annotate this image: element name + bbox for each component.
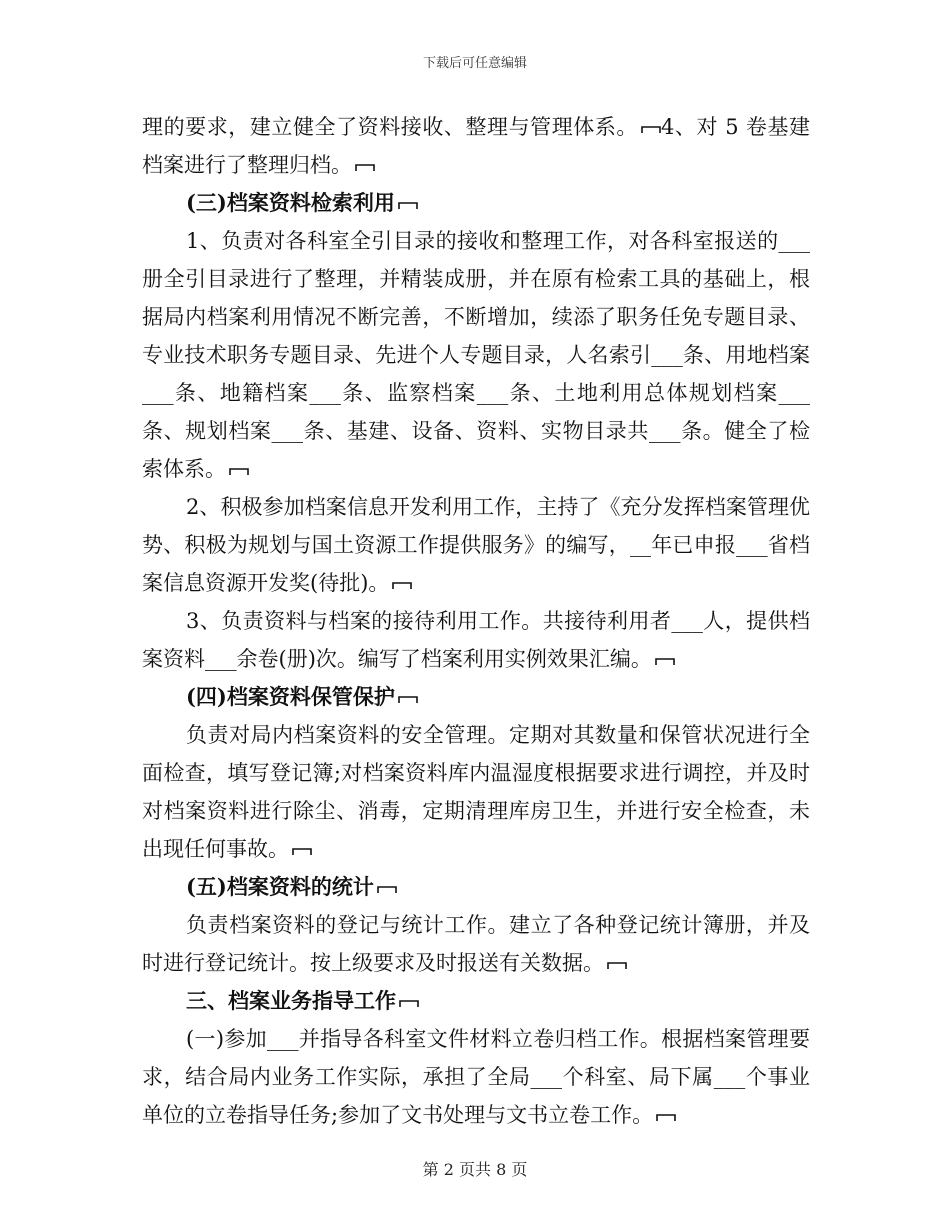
- paragraph-mark-icon: [399, 998, 419, 1008]
- body-paragraph: [142, 488, 810, 602]
- section-heading: [142, 868, 810, 906]
- paragraph-text: (一)参加___并指导各科室文件材料立卷归档工作。根据档案管理要求，结合局内业务工作实际，承担了全局___个科室、局下属___个事业单位的立卷指导任务;参加了文书处理与文书立卷工作。: [142, 1027, 810, 1127]
- section-heading: [142, 184, 810, 222]
- paragraph-mark-icon: [292, 846, 312, 856]
- body-paragraph: [142, 1020, 810, 1134]
- paragraph-mark-icon: [655, 656, 675, 666]
- page-header: 下载后可任意编辑: [422, 56, 527, 71]
- paragraph-mark-icon: [398, 694, 418, 704]
- paragraph-mark-icon: [355, 162, 375, 172]
- section-heading: [142, 982, 810, 1020]
- heading-text: (五)档案资料的统计: [186, 874, 374, 899]
- body-paragraph: [142, 716, 810, 868]
- paragraph-text: 理的要求，建立健全了资料接收、整理与管理体系。: [142, 115, 638, 139]
- paragraph-mark-icon: [398, 200, 418, 210]
- paragraph-text-tail: 4、对 5 卷基建档案进行了整理归档。: [142, 115, 811, 177]
- body-paragraph: [142, 222, 810, 488]
- paragraph-mark-icon: [377, 884, 397, 894]
- paragraph-mark-icon: [641, 124, 661, 134]
- body-paragraph: [142, 602, 810, 678]
- page-footer: 第 2 页共 8 页: [422, 1160, 528, 1179]
- paragraph-text: 3、负责资料与档案的接待利用工作。共接待利用者___人，提供档案资料___余卷(册)次。编写了档案利用实例效果汇编。: [142, 609, 810, 671]
- heading-text: (三)档案资料检索利用: [186, 190, 395, 215]
- paragraph-mark-icon: [229, 466, 249, 476]
- heading-text: (四)档案资料保管保护: [186, 684, 395, 709]
- paragraph-text: 2、积极参加档案信息开发利用工作，主持了《充分发挥档案管理优势、积极为规划与国土资源工作提供服务》的编写，__年已申报___省档案信息资源开发奖(待批)。: [142, 495, 810, 595]
- section-heading: [142, 678, 810, 716]
- paragraph-text: 1、负责对各科室全引目录的接收和整理工作，对各科室报送的___册全引目录进行了整理，并精装成册，并在原有检索工具的基础上，根据局内档案利用情况不断完善，不断增加，续添了职务任免专题目录、专业技术职务专题目录、先进个人专题目录，人名索引___条、用地档案___条、地籍档案___条、监察档案___条、土地利用总体规划档案___条、规划档案___条、基建、设备、资料、实物目录共___条。健全了检索体系。: [142, 229, 810, 481]
- paragraph-mark-icon: [656, 1112, 676, 1122]
- heading-text: 三、档案业务指导工作: [186, 988, 396, 1013]
- document-body: [142, 108, 810, 1134]
- body-paragraph: [142, 906, 810, 982]
- paragraph-text: 负责档案资料的登记与统计工作。建立了各种登记统计簿册，并及时进行登记统计。按上级要求及时报送有关数据。: [142, 913, 810, 975]
- paragraph-mark-icon: [607, 960, 627, 970]
- paragraph-continuation: [142, 108, 810, 184]
- paragraph-mark-icon: [392, 580, 412, 590]
- paragraph-text: 负责对局内档案资料的安全管理。定期对其数量和保管状况进行全面检查，填写登记簿;对档案资料库内温湿度根据要求进行调控，并及时对档案资料进行除尘、消毒，定期清理库房卫生，并进行安全检查，未出现任何事故。: [142, 723, 810, 861]
